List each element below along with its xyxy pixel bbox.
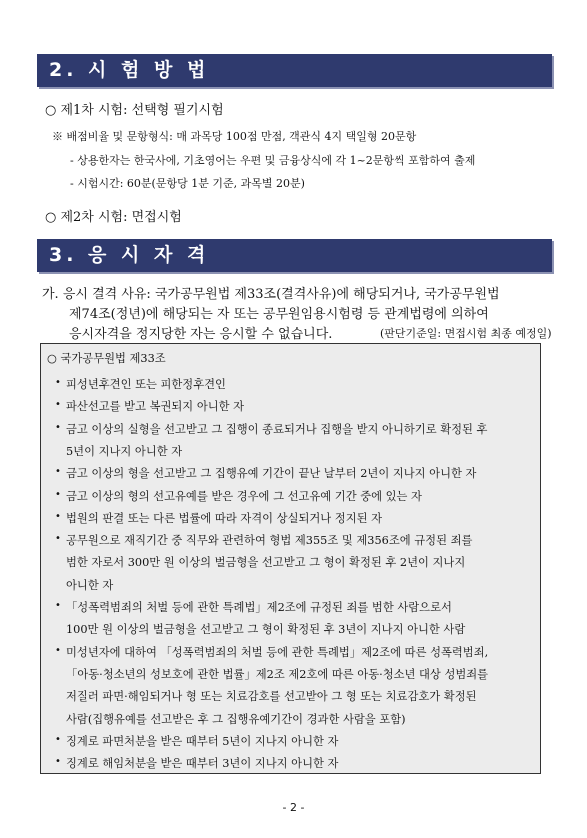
bullet-marker: • — [55, 600, 61, 611]
stage-2-text: ○ 제2차 시험: 면접시험 — [45, 210, 182, 225]
note-item: - 시험시간: 60분(문항당 1분 기준, 과목별 20분) — [70, 177, 305, 190]
box-item-line: 피성년후견인 또는 피한정후견인 — [66, 378, 226, 391]
bullet-marker: • — [55, 533, 61, 545]
reference-date-note: (판단기준일: 면접시험 최종 예정일) — [380, 327, 552, 340]
bullet-marker: • — [55, 756, 61, 768]
box-item-line: 징계로 파면처분을 받은 때부터 5년이 지나지 아니한 자 — [66, 734, 339, 748]
note-text: ※ 배점비율 및 문항형식: 매 과목당 100점 만점, 객관식 4지 택일형 20문항 — [52, 130, 417, 143]
box-item-line: 파산선고를 받고 복권되지 아니한 자 — [66, 400, 245, 414]
box-item-line: 법원의 판결 또는 다른 법률에 따라 자격이 상실되거나 정지된 자 — [66, 511, 383, 525]
box-title: ○ 국가공무원법 제33조 — [47, 352, 166, 365]
bullet-marker: • — [55, 421, 61, 433]
bullet-marker: • — [55, 510, 61, 522]
box-item-line: 저질러 파면·해임되거나 형 또는 치료감호를 선고받아 그 형 또는 치료감호가 확정된 — [66, 690, 477, 704]
page-number: - 2 - — [282, 801, 305, 814]
bullet-marker: • — [55, 399, 61, 411]
box-item-line: 미성년자에 대하여 「성폭력범죄의 처벌 등에 관한 특례법」제2조에 따른 성폭력범죄, — [66, 645, 489, 659]
box-item-line: 금고 이상의 실형을 선고받고 그 집행이 종료되거나 집행을 받지 아니하기로 확정된 후 — [66, 422, 488, 436]
box-item-line: 「아동·청소년의 성보호에 관한 법률」제2조 제2호에 따른 아동·청소년 대상 성범죄를 — [66, 667, 489, 681]
section-3-header: 3. 응 시 자 격 — [37, 239, 552, 272]
box-item-line: 아니한 자 — [66, 578, 114, 592]
bullet-marker: • — [55, 488, 61, 500]
box-item-line: 금고 이상의 형을 선고받고 그 집행유예 기간이 끝난 날부터 2년이 지나지 아니한 자 — [66, 467, 477, 481]
box-item-line: 「성폭력범죄의 처벌 등에 관한 특례법」제2조에 규정된 죄를 범한 사람으로서 — [66, 601, 452, 614]
box-item-line: 범한 자로서 300만 원 이상의 벌금형을 선고받고 그 형이 확정된 후 2년이 지나지 — [66, 556, 466, 570]
eligibility-paragraph-line: 가. 응시 결격 사유: 국가공무원법 제33조(결격사유)에 해당되거나, 국가공무원법 — [42, 287, 500, 302]
bullet-marker: • — [55, 377, 61, 388]
box-item-line: 100만 원 이상의 벌금형을 선고받고 그 형이 확정된 후 3년이 지나지 아니한 사람 — [66, 623, 466, 637]
note-item: - 상용한자는 한국사에, 기초영어는 우편 및 금융상식에 각 1~2문항씩 포함하여 출제 — [70, 154, 476, 167]
eligibility-paragraph-line: 응시자격을 정지당한 자는 응시할 수 없습니다. — [69, 327, 333, 342]
box-item-line: 금고 이상의 형의 선고유예를 받은 경우에 그 선고유예 기간 중에 있는 자 — [66, 489, 422, 503]
box-item-line: 사람(집행유예를 선고받은 후 그 집행유예기간이 경과한 사람을 포함) — [66, 712, 406, 726]
box-item-line: 공무원으로 재직기간 중 직무와 관련하여 형법 제355조 및 제356조에 규정된 죄를 — [66, 534, 473, 548]
law-article-box — [40, 343, 541, 774]
section-2-header: 2. 시 험 방 법 — [37, 54, 552, 87]
eligibility-paragraph-line: 제74조(정년)에 해당되는 자 또는 공무원임용시험령 등 관계법령에 의하여 — [69, 307, 489, 322]
bullet-marker: • — [55, 466, 61, 478]
box-item-line: 징계로 해임처분을 받은 때부터 3년이 지나지 아니한 자 — [66, 757, 339, 771]
box-item-line: 5년이 지나지 아니한 자 — [66, 444, 183, 458]
bullet-marker: • — [55, 644, 61, 656]
bullet-marker: • — [55, 733, 61, 745]
stage-1-text: ○ 제1차 시험: 선택형 필기시험 — [45, 103, 224, 118]
